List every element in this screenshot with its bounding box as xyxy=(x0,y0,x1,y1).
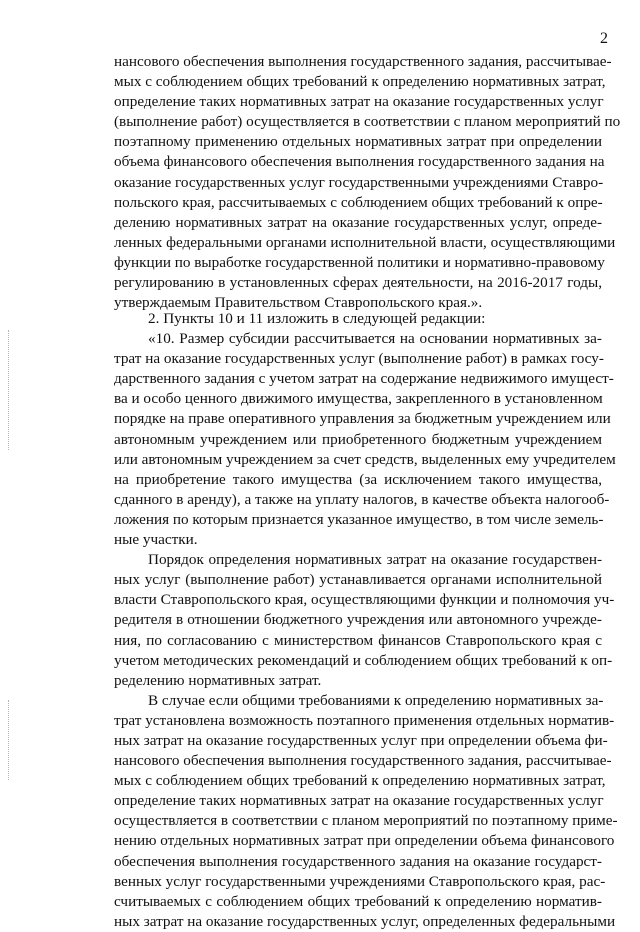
text-line: осуществляется в соответствии с планом мероприятий по поэтапному приме- xyxy=(114,812,618,830)
text-line: ва и особо ценного движимого имущества, закрепленного в установленном xyxy=(114,390,603,408)
text-line: или автономным учреждением за счет средств, выделенных ему учредителем xyxy=(114,450,616,468)
text-line: ложения по которым признается указанное имущество, в том числе земель- xyxy=(114,510,604,528)
continuation-paragraph xyxy=(114,52,621,313)
text-line: автономным учреждением или приобретенного бюджетным учреждением xyxy=(114,430,602,448)
text-line: (выполнение работ) осуществляется в соответствии с планом мероприятий по xyxy=(114,113,621,131)
text-line: 2. Пункты 10 и 11 изложить в следующей редакции: xyxy=(148,310,486,327)
text-line: порядке на праве оперативного управления за бюджетным учреждением или xyxy=(114,410,611,428)
main-text xyxy=(114,309,618,932)
text-line: сданного в аренду), а также на уплату налогов, в качестве объекта налогооб- xyxy=(114,490,610,508)
text-line: ных затрат на оказание государственных услуг при определении объема фи- xyxy=(114,731,608,749)
text-line: считываемых с соблюдением общих требований к определению норматив- xyxy=(114,892,602,910)
text-line: польского края, рассчитываемых с соблюдением общих требований к опре- xyxy=(114,193,603,211)
text-line: на приобретение такого имущества (за исключением такого имущества, xyxy=(114,470,602,488)
margin-scan-mark xyxy=(8,700,10,780)
text-line: В случае если общими требованиями к определению нормативных за- xyxy=(148,691,604,709)
text-line: оказание государственных услуг государственными учреждениями Ставро- xyxy=(114,173,604,191)
text-line: поэтапному применению отдельных нормативных затрат при определении xyxy=(114,133,602,151)
text-line: определение таких нормативных затрат на оказание государственных услуг xyxy=(114,93,604,111)
text-line: Порядок определения нормативных затрат на оказание государствен- xyxy=(148,551,602,569)
text-line: трат на оказание государственных услуг (выполнение работ) в рамках госу- xyxy=(114,350,604,368)
text-line: учетом методических рекомендаций и соблюдением общих требований к оп- xyxy=(114,651,613,669)
text-line: редителя в отношении бюджетного учреждения или автономного учрежде- xyxy=(114,611,602,629)
text-line: трат установлена возможность поэтапного применения отдельных норматив- xyxy=(114,711,615,729)
text-line: мых с соблюдением общих требований к определению нормативных затрат, xyxy=(114,73,606,91)
text-line: ределению нормативных затрат. xyxy=(114,671,322,689)
text-line: мых с соблюдением общих требований к определению нормативных затрат, xyxy=(114,772,606,790)
paragraph xyxy=(114,691,618,932)
text-line: объема финансового обеспечения выполнения государственного задания на xyxy=(114,153,605,171)
paragraph xyxy=(114,329,616,550)
text-line: функции по выработке государственной политики и нормативно-правовому xyxy=(114,253,605,271)
text-line: делению нормативных затрат на оказание государственных услуг, опреде- xyxy=(114,213,602,231)
text-line: регулированию в установленных сферах деятельности, на 2016-2017 годы, xyxy=(114,274,602,292)
text-line: венных услуг государственными учреждениями Ставропольского края, рас- xyxy=(114,872,606,890)
text-line: утверждаемым Правительством Ставропольского края.». xyxy=(114,294,483,312)
text-line: нансового обеспечения выполнения государственного задания, рассчитывае- xyxy=(114,53,612,70)
text-line: ные участки. xyxy=(114,531,198,549)
text-line: нансового обеспечения выполнения государственного задания, рассчитывае- xyxy=(114,752,612,770)
text-line: нению отдельных нормативных затрат при определении объема финансового xyxy=(114,832,615,850)
text-line: обеспечения выполнения государственного задания на оказание государст- xyxy=(114,852,602,870)
text-line: ния, по согласованию с министерством финансов Ставропольского края с xyxy=(114,631,602,649)
paragraph xyxy=(114,309,602,329)
text-line: ных затрат на оказание государственных услуг, определенных федеральными xyxy=(114,912,616,930)
page-number: 2 xyxy=(600,30,608,47)
text-line: определение таких нормативных затрат на оказание государственных услуг xyxy=(114,792,604,810)
text-line: дарственного задания с учетом затрат на содержание недвижимого имущест- xyxy=(114,370,614,388)
paragraph xyxy=(114,550,615,691)
margin-scan-mark xyxy=(8,330,10,450)
text-line: ленных федеральными органами исполнительной власти, осуществляющими xyxy=(114,233,616,251)
text-line: «10. Размер субсидии рассчитывается на основании нормативных за- xyxy=(148,330,602,348)
text-line: власти Ставропольского края, осуществляющими функции и полномочия уч- xyxy=(114,591,615,609)
text-line: ных услуг (выполнение работ) устанавливается органами исполнительной xyxy=(114,571,602,589)
